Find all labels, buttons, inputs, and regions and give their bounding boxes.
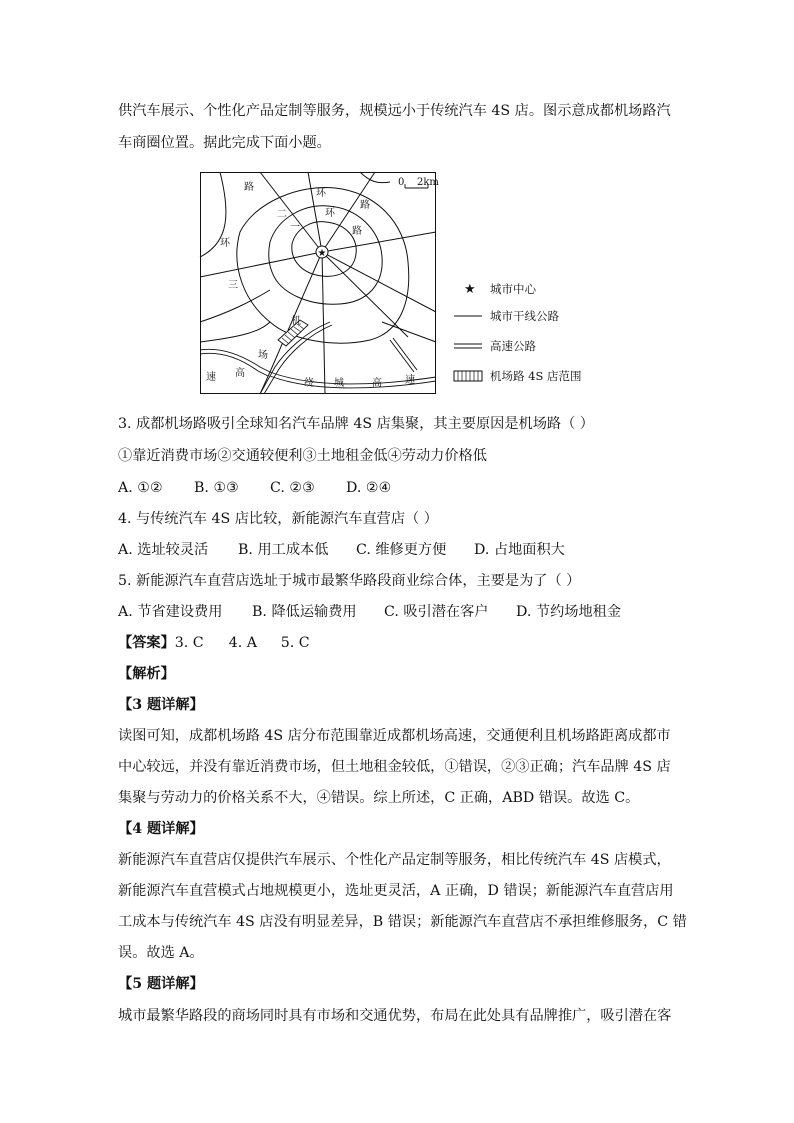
legend-item: 高速公路 xyxy=(452,337,536,355)
double-line-icon xyxy=(452,339,486,353)
q5-detail-label: 【5 题详解】 xyxy=(118,976,204,992)
svg-text:路: 路 xyxy=(244,182,254,193)
question-3-stem: 3. 成都机场路吸引全球知名汽车品牌 4S 店集聚，其主要原因是机场路（ ） xyxy=(118,416,594,432)
map-legend xyxy=(452,276,652,396)
question-3-options xyxy=(118,478,422,498)
svg-text:三: 三 xyxy=(228,280,238,291)
q3-detail-line: 中心较远，并没有靠近消费市场，但土地租金较低，①错误，②③正确；汽车品牌 4S 店 xyxy=(118,759,671,775)
intro-line-2: 车商圈位置。据此完成下面小题。 xyxy=(118,135,331,151)
legend-item: 城市干线公路 xyxy=(452,307,559,325)
svg-text:一: 一 xyxy=(290,222,300,233)
svg-text:★: ★ xyxy=(317,248,327,259)
option: D. 占地面积大 xyxy=(474,542,565,558)
question-3-sub: ①靠近消费市场②交通较便利③土地租金低④劳动力价格低 xyxy=(118,448,487,464)
svg-text:速: 速 xyxy=(206,372,216,383)
scale-label: 2km xyxy=(417,177,439,188)
svg-text:路: 路 xyxy=(352,226,362,237)
thin-line-icon xyxy=(452,309,486,323)
answer-value: 4. A xyxy=(228,635,258,651)
svg-text:机: 机 xyxy=(291,316,301,327)
svg-text:高: 高 xyxy=(372,378,382,389)
question-5-options xyxy=(118,602,646,622)
q3-detail-line: 读图可知，成都机场路 4S 店分布范围靠近成都机场高速，交通便利且机场路距离成都市 xyxy=(118,728,671,744)
option: B. ①③ xyxy=(194,480,239,496)
svg-text:场: 场 xyxy=(258,350,268,361)
question-4-options xyxy=(118,540,592,560)
option: A. 选址较灵活 xyxy=(118,542,209,558)
q5-detail-line: 城市最繁华路段的商场同时具有市场和交通优势，布局在此处具有品牌推广，吸引潜在客 xyxy=(118,1008,672,1024)
option: C. 维修更方便 xyxy=(356,542,447,558)
scale-zero: 0 xyxy=(398,177,405,188)
svg-text:速: 速 xyxy=(405,375,415,386)
question-4-stem: 4. 与传统汽车 4S 店比较，新能源汽车直营店（ ） xyxy=(118,511,438,527)
legend-item: ★ 城市中心 xyxy=(452,280,536,298)
svg-text:二: 二 xyxy=(277,209,287,220)
svg-text:环: 环 xyxy=(316,188,326,199)
chengdu-map xyxy=(200,172,439,394)
legend-item: 机场路 4S 店范围 xyxy=(452,367,582,385)
hatched-box-icon xyxy=(452,369,486,383)
option: D. 节约场地租金 xyxy=(516,604,622,620)
star-icon: ★ xyxy=(464,281,476,297)
option: C. 吸引潜在客户 xyxy=(384,604,489,620)
option: C. ②③ xyxy=(270,480,315,496)
svg-text:路: 路 xyxy=(360,200,370,211)
answer-label: 【答案】 xyxy=(118,635,175,651)
answer-value: 5. C xyxy=(280,635,310,651)
option: A. ①② xyxy=(118,480,163,496)
q4-detail-label: 【4 题详解】 xyxy=(118,821,204,837)
q3-detail-line: 集聚与劳动力的价格关系不大，④错误。综上所述，C 正确，ABD 错误。故选 C。 xyxy=(118,790,640,806)
analysis-label: 【解析】 xyxy=(118,666,175,682)
svg-text:环: 环 xyxy=(325,208,335,219)
q4-detail-line: 工成本与传统汽车 4S 店没有明显差异，B 错误；新能源汽车直营店不承担维修服务，C 错 xyxy=(118,914,687,930)
svg-text:城: 城 xyxy=(334,378,344,389)
option: D. ②④ xyxy=(346,480,392,496)
option: A. 节省建设费用 xyxy=(118,604,223,620)
svg-text:环: 环 xyxy=(220,238,230,249)
svg-text:高: 高 xyxy=(235,368,245,379)
intro-line-1: 供汽车展示、个性化产品定制等服务，规模远小于传统汽车 4S 店。图示意成都机场路汽 xyxy=(118,103,671,119)
option: B. 用工成本低 xyxy=(238,542,329,558)
q3-detail-label: 【3 题详解】 xyxy=(118,697,204,713)
q4-detail-line: 误。故选 A。 xyxy=(118,945,204,961)
question-5-stem: 5. 新能源汽车直营店选址于城市最繁华路段商业综合体，主要是为了（ ） xyxy=(118,573,581,589)
answer-line xyxy=(118,633,310,653)
q4-detail-line: 新能源汽车直营模式占地规模更小，选址更灵活，A 正确，D 错误；新能源汽车直营店用 xyxy=(118,883,674,899)
answer-value: 3. C xyxy=(174,635,204,651)
q4-detail-line: 新能源汽车直营店仅提供汽车展示、个性化产品定制等服务，相比传统汽车 4S 店模式， xyxy=(118,852,671,868)
option: B. 降低运输费用 xyxy=(252,604,357,620)
svg-text:绕: 绕 xyxy=(304,378,314,389)
